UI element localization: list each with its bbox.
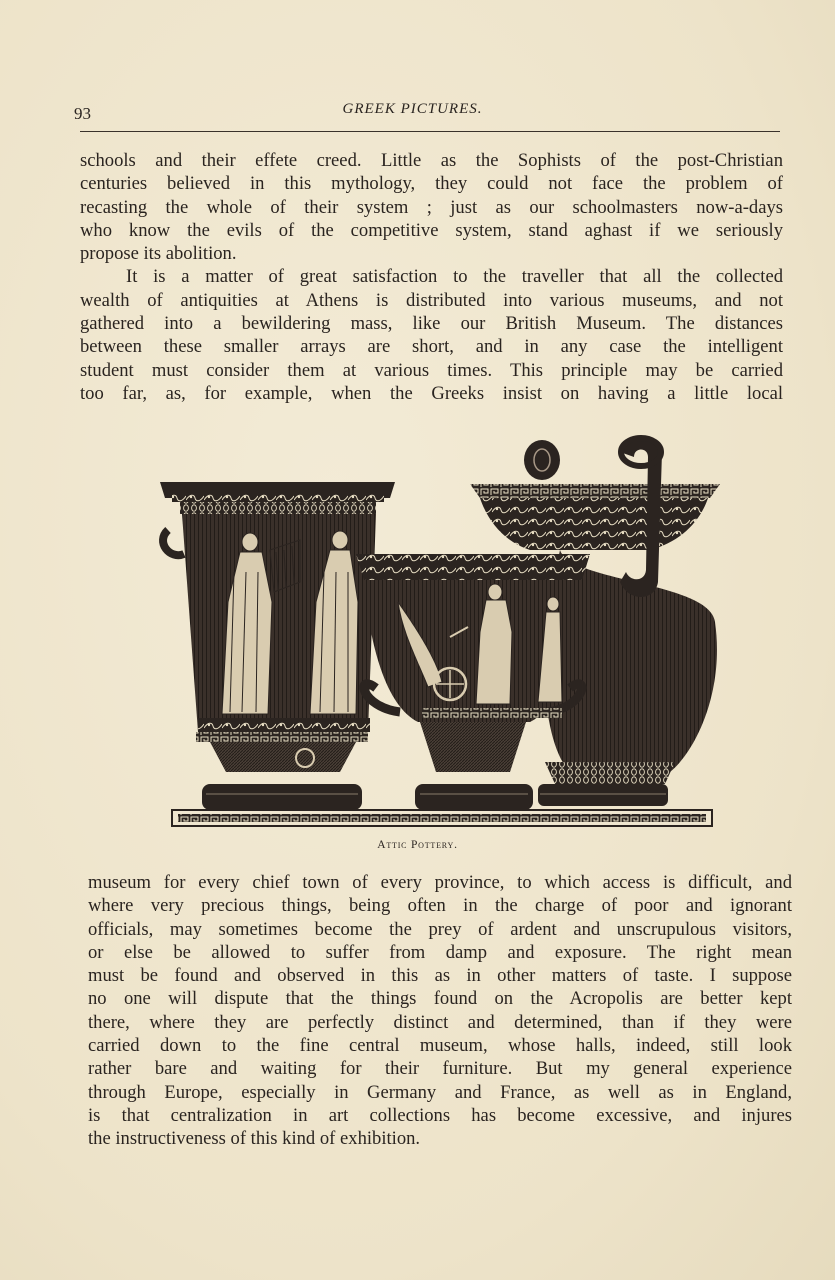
paragraph-bottom: [88, 871, 792, 1151]
text-line: schools and their effete creed. Little as the Sophists of the post-Christian: [80, 150, 783, 171]
text-line: through Europe, especially in Germany and France, as well as in England,: [88, 1081, 792, 1103]
text-line: carried down to the fine central museum, whose halls, indeed, still look: [88, 1035, 792, 1057]
text-line: is that centralization in art collections has become excessive, and injures: [88, 1104, 792, 1126]
display-shelf: [172, 810, 712, 826]
text-line: propose its abolition.: [80, 243, 237, 265]
paragraph-top: [80, 149, 783, 405]
text-line: officials, may sometimes become the prey of ardent and unscrupulous visitors,: [88, 918, 792, 940]
text-line: recasting the whole of their system ; just as our schoolmasters now-a-days: [80, 196, 783, 218]
text-line: who know the evils of the competitive system, stand aghast if we seriously: [80, 219, 783, 241]
text-line: or else be allowed to suffer from damp and exposure. The right mean: [88, 941, 792, 963]
text-line: It is a matter of great satisfaction to the traveller that all the collected: [126, 266, 783, 288]
header-rule: [80, 131, 780, 132]
text-line: the instructiveness of this kind of exhibition.: [88, 1128, 421, 1150]
text-line: gathered into a bewildering mass, like our British Museum. The distances: [80, 313, 783, 335]
text-line: between these smaller arrays are short, and in any case the intelligent: [80, 336, 783, 358]
attic-pottery-illustration: [150, 432, 730, 832]
text-line: where very precious things, being often in the charge of poor and ignorant: [88, 895, 792, 917]
text-line: museum for every chief town of every province, to which access is difficult, and: [88, 872, 792, 893]
text-line: rather bare and waiting for their furniture. But my general experience: [88, 1058, 792, 1080]
text-line: wealth of antiquities at Athens is distributed into various museums, and not: [80, 289, 783, 311]
text-line: centuries believed in this mythology, they could not face the problem of: [80, 173, 783, 195]
text-line: too far, as, for example, when the Greeks insist on having a little local: [80, 382, 783, 404]
text-line: must be found and observed in this as in other matters of taste. I suppose: [88, 965, 792, 987]
running-head: GREEK PICTURES.: [342, 101, 483, 117]
text-line: student must consider them at various times. This principle may be carried: [80, 359, 783, 381]
text-line: no one will dispute that the things found on the Acropolis are better kept: [88, 988, 792, 1010]
column-krater-left: [160, 482, 395, 810]
figure-caption: Attic Pottery.: [377, 839, 458, 851]
page-number: 93: [74, 104, 91, 123]
text-line: there, where they are perfectly distinct and determined, than if they were: [88, 1011, 792, 1033]
